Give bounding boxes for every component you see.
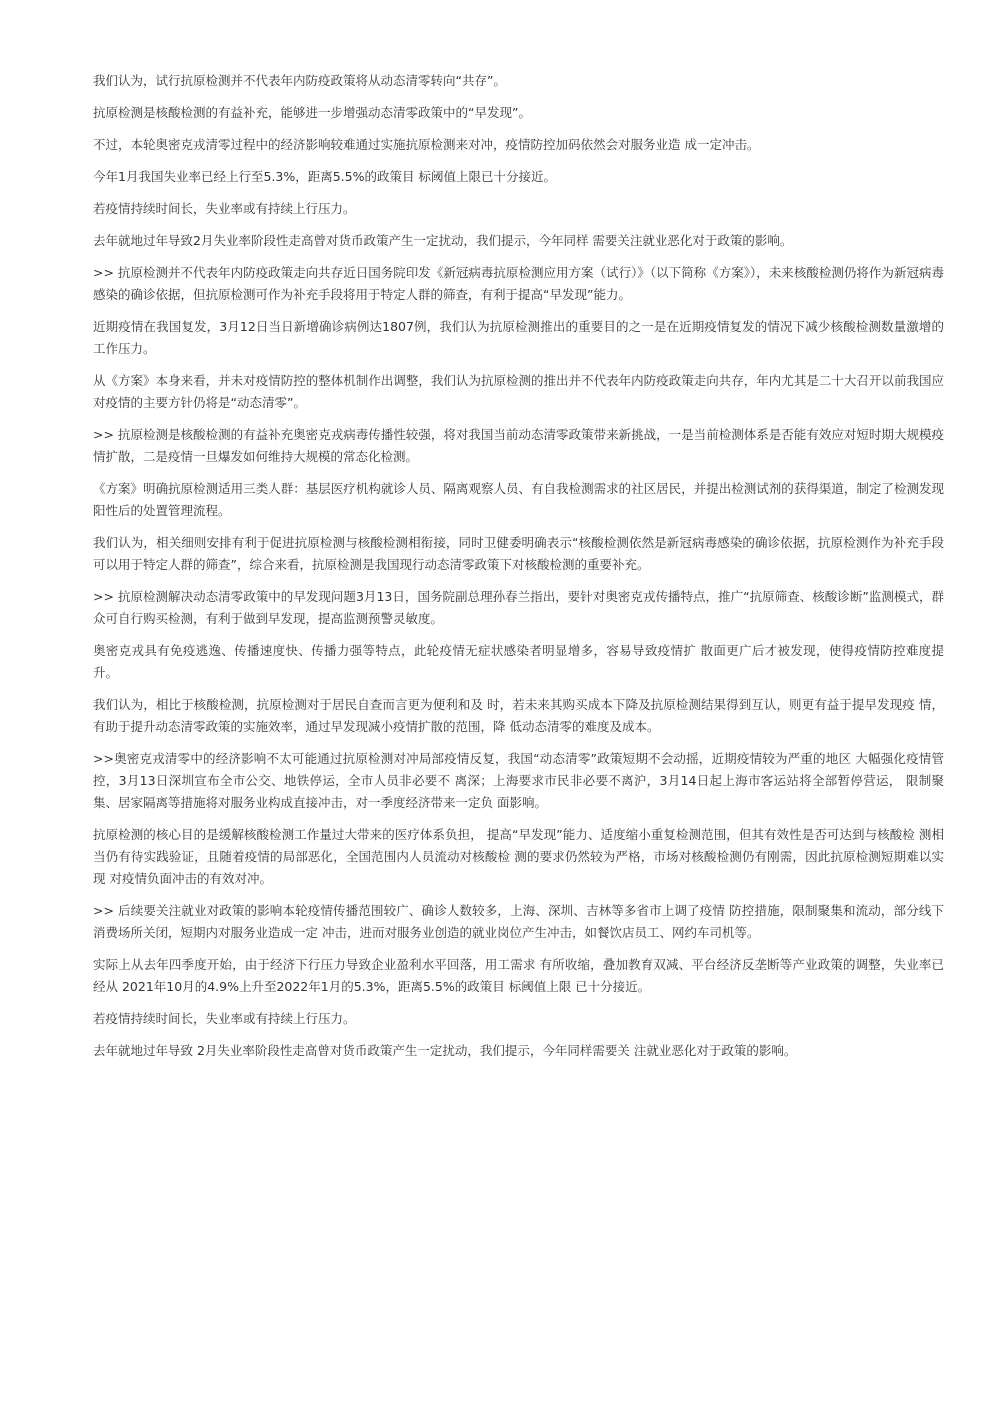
paragraph-2: 抗原检测是核酸检测的有益补充，能够进一步增强动态清零政策中的“早发现”。 — [93, 105, 531, 120]
paragraph-11: 《方案》明确抗原检测适用三类人群：基层医疗机构就诊人员、隔离观察人员、有自我检测需求的社区居民，并提出检测试剂的获得渠道，制定了检测发现阳性后的处置管理流程。 — [93, 481, 944, 518]
paragraph-6: 去年就地过年导致2月失业率阶段性走高曾对货币政策产生一定扰动，我们提示，今年同样 需要关注就业恶化对于政策的影响。 — [93, 233, 793, 248]
paragraph-16: >>奥密克戎清零中的经济影响不太可能通过抗原检测对冲局部疫情反复，我国“动态清零”政策短期不会动摇，近期疫情较为严重的地区 大幅强化疫情管控，3月13日深圳宣布全市公交、地铁停运，全市人员非必要不 离深；上海要求市民非必要不离沪，3月14日起上海市客运站将全部暂停营运， 限制聚集、居家隔离等措施将对服务业构成直接冲击，对一季度经济带来一定负 面影响。 — [93, 751, 944, 810]
paragraph-4: 今年1月我国失业率已经上行至5.3%，距离5.5%的政策目 标阈值上限已十分接近。 — [93, 169, 556, 184]
paragraph-1: 我们认为，试行抗原检测并不代表年内防疫政策将从动态清零转向“共存”。 — [93, 73, 506, 88]
paragraph-13: >> 抗原检测解决动态清零政策中的早发现问题3月13日，国务院副总理孙春兰指出，要针对奥密克戎传播特点，推广“抗原筛查、核酸诊断”监测模式，群众可自行购买检测，有利于做到早发现，提高监测预警灵敏度。 — [93, 589, 944, 626]
paragraph-19: 实际上从去年四季度开始，由于经济下行压力导致企业盈利水平回落，用工需求 有所收缩，叠加教育双减、平台经济反垄断等产业政策的调整，失业率已经从 2021年10月的4.9%上升至2022年1月的5.3%，距离5.5%的政策目 标阈值上限 已十分接近。 — [93, 957, 944, 994]
paragraph-10: >> 抗原检测是核酸检测的有益补充奥密克戎病毒传播性较强，将对我国当前动态清零政策带来新挑战，一是当前检测体系是否能有效应对短时期大规模疫情扩散，二是疫情一旦爆发如何维持大规模的常态化检测。 — [93, 427, 944, 464]
paragraph-15: 我们认为，相比于核酸检测，抗原检测对于居民自查而言更为便利和及 时，若未来其购买成本下降及抗原检测结果得到互认，则更有益于提早发现疫 情，有助于提升动态清零政策的实施效率，通过早发现减小疫情扩散的范围，降 低动态清零的难度及成本。 — [93, 697, 944, 734]
paragraph-7: >> 抗原检测并不代表年内防疫政策走向共存近日国务院印发《新冠病毒抗原检测应用方案（试行）》（以下简称《方案》），未来核酸检测仍将作为新冠病毒感染的确诊依据，但抗原检测可作为补充手段将用于特定人群的筛查，有利于提高“早发现”能力。 — [93, 265, 944, 302]
paragraph-20: 若疫情持续时间长，失业率或有持续上行压力。 — [93, 1011, 356, 1026]
paragraph-12: 我们认为，相关细则安排有利于促进抗原检测与核酸检测相衔接，同时卫健委明确表示“核酸检测依然是新冠病毒感染的确诊依据，抗原检测作为补充手段可以用于特定人群的筛查”，综合来看，抗原检测是我国现行动态清零政策下对核酸检测的重要补充。 — [93, 535, 944, 572]
paragraph-18: >> 后续要关注就业对政策的影响本轮疫情传播范围较广、确诊人数较多，上海、深圳、吉林等多省市上调了疫情 防控措施，限制聚集和流动，部分线下消费场所关闭，短期内对服务业造成一定 冲击，进而对服务业创造的就业岗位产生冲击，如餐饮店员工、网约车司机等。 — [93, 903, 944, 940]
paragraph-14: 奥密克戎具有免疫逃逸、传播速度快、传播力强等特点，此轮疫情无症状感染者明显增多，容易导致疫情扩 散面更广后才被发现，使得疫情防控难度提升。 — [93, 643, 944, 680]
paragraph-21: 去年就地过年导致 2月失业率阶段性走高曾对货币政策产生一定扰动，我们提示，今年同样需要关 注就业恶化对于政策的影响。 — [93, 1043, 797, 1058]
paragraph-9: 从《方案》本身来看，并未对疫情防控的整体机制作出调整，我们认为抗原检测的推出并不代表年内防疫政策走向共存，年内尤其是二十大召开以前我国应对疫情的主要方针仍将是“动态清零”。 — [93, 373, 944, 410]
paragraph-8: 近期疫情在我国复发，3月12日当日新增确诊病例达1807例，我们认为抗原检测推出的重要目的之一是在近期疫情复发的情况下减少核酸检测数量激增的工作压力。 — [93, 319, 944, 356]
paragraph-5: 若疫情持续时间长，失业率或有持续上行压力。 — [93, 201, 356, 216]
paragraph-17: 抗原检测的核心目的是缓解核酸检测工作量过大带来的医疗体系负担， 提高“早发现”能力、适度缩小重复检测范围，但其有效性是否可达到与核酸检 测相当仍有待实践验证，且随着疫情的局部恶化，全国范围内人员流动对核酸检 测的要求仍然较为严格，市场对核酸检测仍有刚需，因此抗原检测短期难以实现 对疫情负面冲击的有效对冲。 — [93, 827, 944, 886]
paragraph-3: 不过，本轮奥密克戎清零过程中的经济影响较难通过实施抗原检测来对冲，疫情防控加码依然会对服务业造 成一定冲击。 — [93, 137, 760, 152]
